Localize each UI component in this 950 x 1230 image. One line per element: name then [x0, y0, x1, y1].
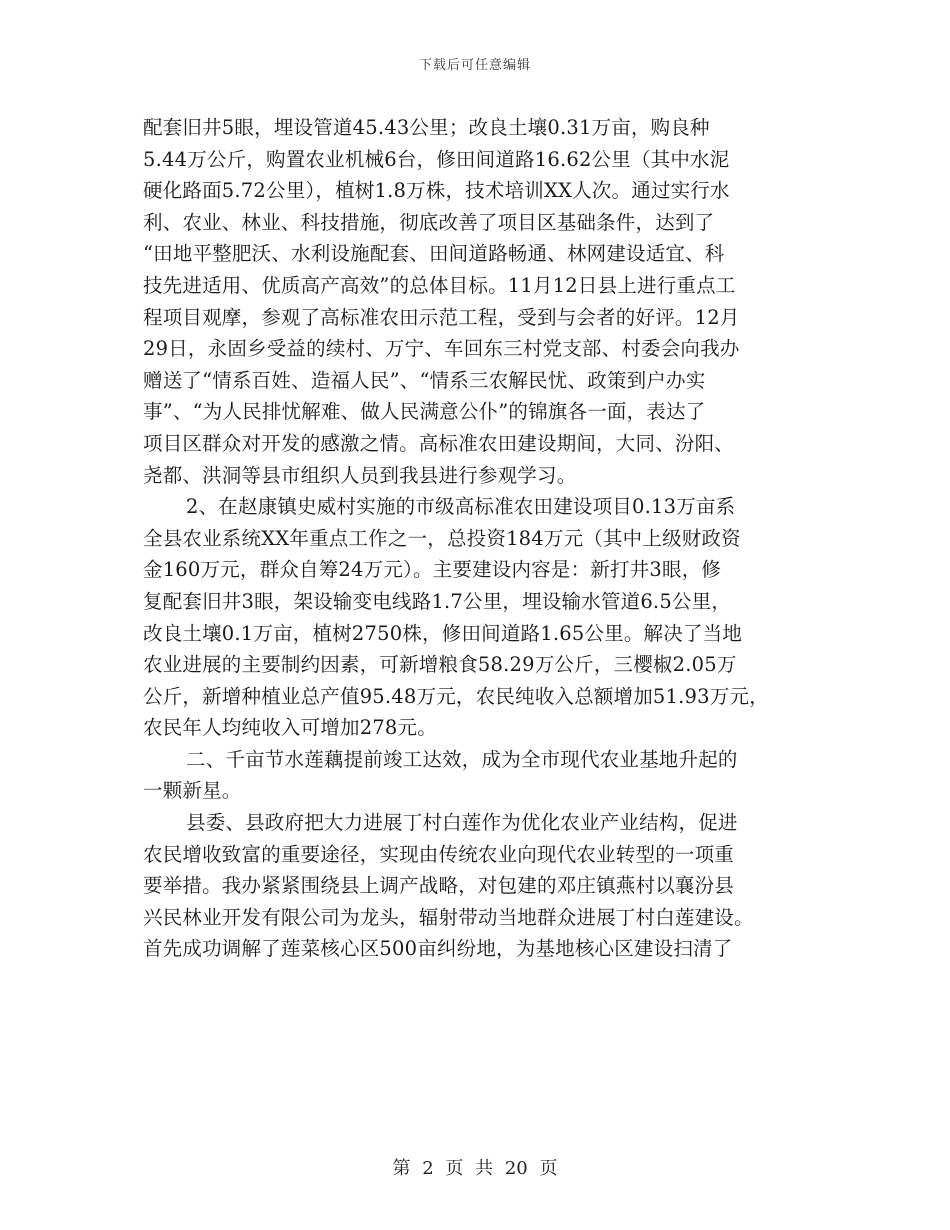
text-line: 农民年人均纯收入可增加278元。 [143, 716, 437, 740]
text-line: 改良土壤0.1万亩，植树2750株，修田间道路1.65公里。解决了当地 [143, 621, 743, 645]
text-line: 利、农业、林业、科技措施，彻底改善了项目区基础条件，达到了 [143, 210, 715, 234]
text-line: 5.44万公斤，购置农业机械6台，修田间道路16.62公里（其中水泥 [143, 147, 730, 171]
text-line: 赠送了“情系百姓、造福人民”、“情系三农解民忧、政策到户办实 [143, 368, 706, 392]
text-line: 硬化路面5.72公里），植树1.8万株，技术培训XX人次。通过实行水 [143, 179, 730, 203]
text-line: 首先成功调解了莲菜核心区500亩纠纷地，为基地核心区建设扫清了 [143, 937, 733, 961]
page-header: 下载后可任意编辑 [418, 58, 531, 73]
text-line: 项目区群众对开发的感激之情。高标准农田建设期间，大同、汾阳、 [143, 431, 735, 455]
text-line: 复配套旧井3眼，架设输变电线路1.7公里，埋设输水管道6.5公里， [143, 589, 732, 613]
text-line: 农业进展的主要制约因素，可新增粮食58.29万公斤，三樱椒2.05万 [143, 653, 737, 677]
text-line: 技先进适用、优质高产高效”的总体目标。11月12日县上进行重点工 [143, 273, 736, 297]
text-line: 29日，永固乡受益的续村、万宁、车回东三村党支部、村委会向我办 [143, 337, 740, 361]
text-line: 事”、“为人民排忧解难、做人民满意公仆”的锦旗各一面，表达了 [143, 400, 706, 424]
text-line: 兴民林业开发有限公司为龙头，辐射带动当地群众进展丁村白莲建设。 [143, 905, 754, 929]
text-line: 全县农业系统XX年重点工作之一，总投资184万元（其中上级财政资 [143, 526, 741, 550]
text-line: 二、千亩节水莲藕提前竣工达效，成为全市现代农业基地升起的 [186, 747, 738, 771]
text-line: 程项目观摩，参观了高标准农田示范工程，受到与会者的好评。12月 [143, 305, 740, 329]
text-line: 县委、县政府把大力进展丁村白莲作为优化农业产业结构，促进 [186, 811, 738, 835]
document-body [143, 112, 823, 965]
text-line: 配套旧井5眼，埋设管道45.43公里；改良土壤0.31万亩，购良种 [143, 116, 710, 139]
text-line: 公斤，新增种植业总产值95.48万元，农民纯收入总额增加51.93万元， [143, 684, 769, 708]
text-line: 2、在赵康镇史威村实施的市级高标准农田建设项目0.13万亩系 [186, 495, 736, 519]
page-number-footer: 第 2 页 共 20 页 [392, 1158, 558, 1179]
text-line: 尧都、洪洞等县市组织人员到我县进行参观学习。 [143, 463, 577, 487]
text-line: 一颗新星。 [143, 779, 242, 803]
text-line: “田地平整肥沃、水利设施配套、田间道路畅通、林网建设适宜、科 [143, 242, 725, 266]
text-line: 金160万元，群众自筹24万元）。主要建设内容是：新打井3眼，修 [143, 558, 722, 582]
text-line: 要举措。我办紧紧围绕县上调产战略，对包建的邓庄镇燕村以襄汾县 [143, 874, 735, 898]
text-line: 农民增收致富的重要途径，实现由传统农业向现代农业转型的一项重 [143, 842, 735, 866]
